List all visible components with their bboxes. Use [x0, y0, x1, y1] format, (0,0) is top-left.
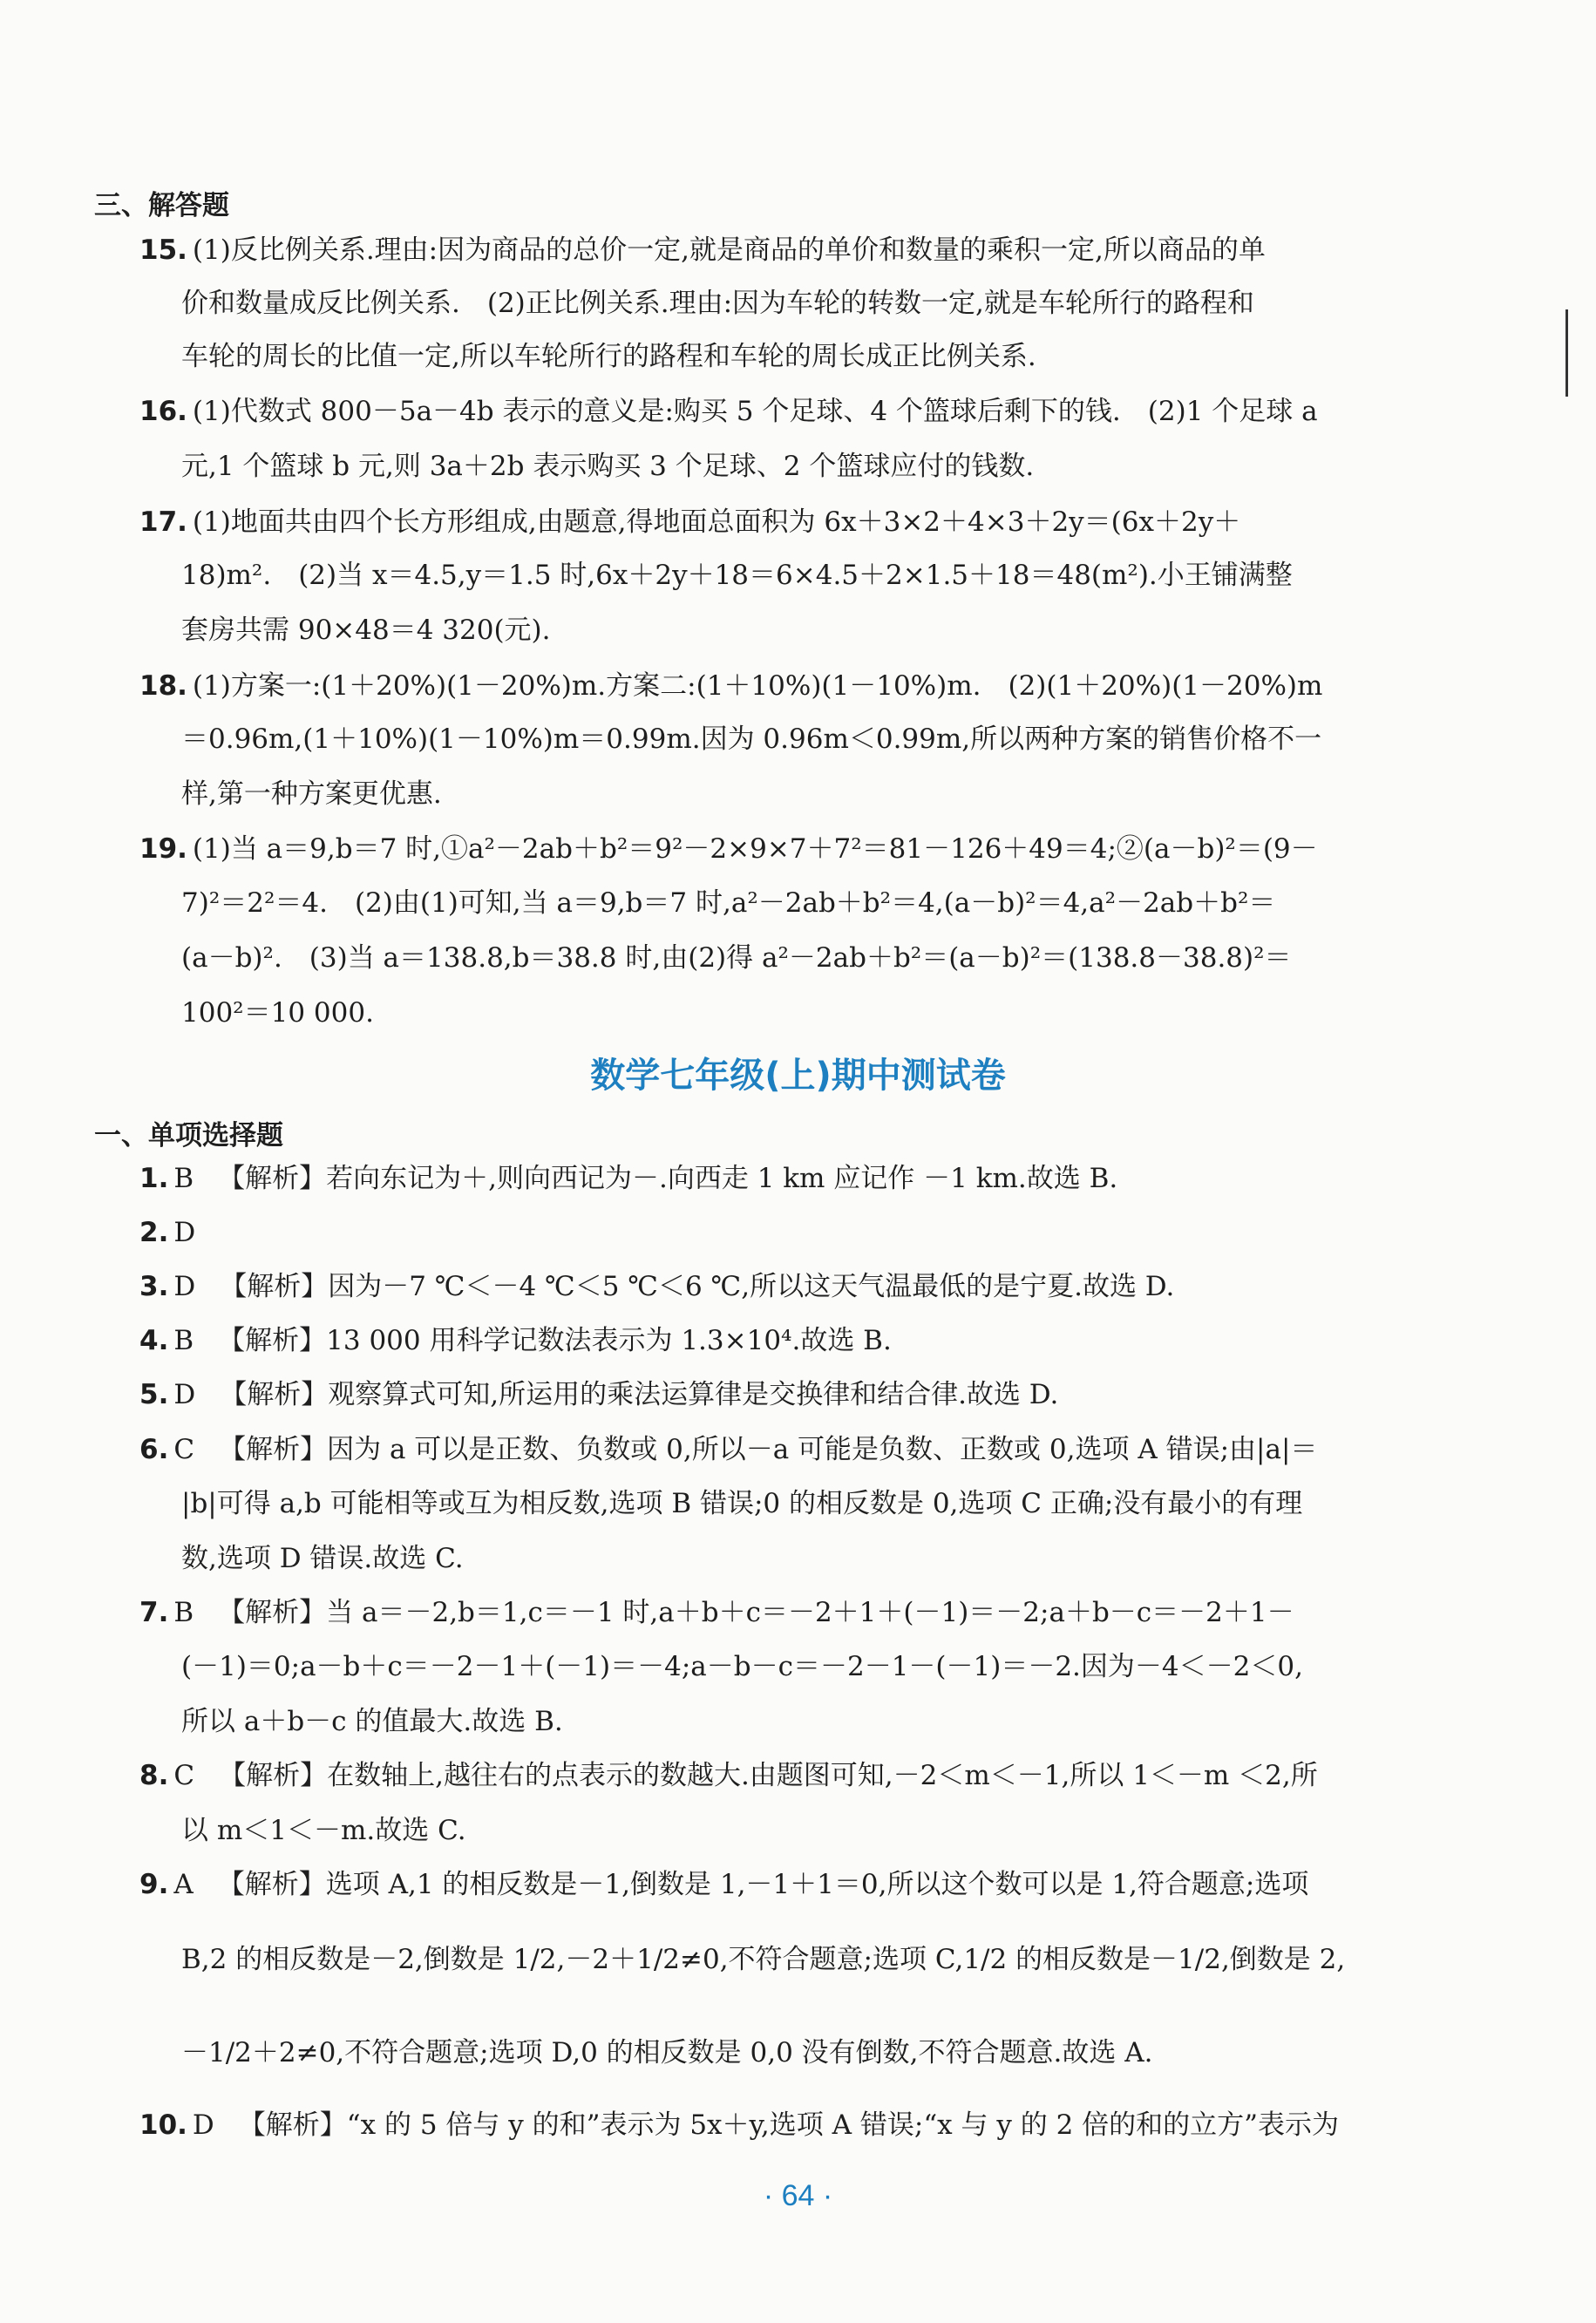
item-text: 【解析】“x 的 5 倍与 y 的和”表示为 5x＋y,选项 A 错误;“x 与 y 的 2 倍的和的立方”表示为	[238, 2109, 1339, 2141]
item-answer: D	[173, 1217, 196, 1248]
item-number: 9.	[139, 1869, 169, 1900]
item-answer: B	[173, 1163, 194, 1194]
item-number: 2.	[139, 1217, 169, 1248]
item-answer: D	[192, 2109, 214, 2141]
item-text: 【解析】因为 a 可以是正数、负数或 0,所以－a 可能是负数、正数或 0,选项 A 错误;由|a|＝	[219, 1434, 1318, 1465]
item-answer: B	[173, 1597, 194, 1628]
item-number: 8.	[139, 1760, 169, 1791]
choice-item-8-line-2: 以 m＜1＜－m.故选 C.	[181, 1815, 466, 1846]
item-text: 【解析】因为－7 ℃＜－4 ℃＜5 ℃＜6 ℃,所以这天气温最低的是宁夏.故选 D.	[220, 1271, 1175, 1302]
item-answer: B	[173, 1325, 194, 1356]
question-number: 18.	[139, 670, 187, 702]
page-number: · 64 ·	[763, 2179, 833, 2212]
choice-item-4	[139, 1323, 1395, 1358]
choice-item-8	[139, 1758, 1395, 1793]
item-number: 4.	[139, 1325, 169, 1356]
choice-item-6-line-3: 数,选项 D 错误.故选 C.	[181, 1543, 464, 1574]
choice-item-10	[139, 2108, 1395, 2143]
item-text: 【解析】13 000 用科学记数法表示为 1.3×10⁴.故选 B.	[218, 1325, 892, 1356]
choice-item-7	[139, 1595, 1395, 1630]
question-19-line-3: (a－b)². (3)当 a＝138.8,b＝38.8 时,由(2)得 a²－2ab＋b²＝(a－b)²＝(138.8－38.8)²＝	[181, 942, 1292, 974]
question-19-line-4: 100²＝10 000.	[181, 997, 374, 1029]
item-number: 3.	[139, 1271, 169, 1302]
question-16-line-1	[139, 394, 1395, 429]
item-answer: D	[173, 1271, 196, 1302]
item-text: 【解析】选项 A,1 的相反数是－1,倒数是 1,－1＋1＝0,所以这个数可以是 1,符合题意;选项	[217, 1869, 1309, 1900]
item-answer: D	[173, 1379, 196, 1410]
item-number: 6.	[139, 1434, 169, 1465]
question-18-line-3: 样,第一种方案更优惠.	[181, 778, 442, 810]
question-text: (1)代数式 800－5a－4b 表示的意义是:购买 5 个足球、4 个篮球后剩下的钱. (2)1 个足球 a	[192, 396, 1318, 427]
choice-item-3	[139, 1269, 1395, 1304]
choice-item-9-line-2: B,2 的相反数是－2,倒数是 1/2,－2＋1/2≠0,不符合题意;选项 C,1/2 的相反数是－1/2,倒数是 2,	[181, 1944, 1346, 1975]
question-number: 19.	[139, 833, 187, 865]
item-number: 1.	[139, 1163, 169, 1194]
question-16-line-2: 元,1 个篮球 b 元,则 3a＋2b 表示购买 3 个足球、2 个篮球应付的钱数.	[181, 451, 1035, 482]
choice-item-9-line-3: －1/2＋2≠0,不符合题意;选项 D,0 的相反数是 0,0 没有倒数,不符合题意.故选 A.	[181, 2037, 1153, 2068]
question-text: (1)方案一:(1＋20%)(1－20%)m.方案二:(1＋10%)(1－10%)m. (2)(1＋20%)(1－20%)m	[192, 670, 1323, 702]
item-text: 【解析】若向东记为＋,则向西记为－.向西走 1 km 应记作 －1 km.故选 B.	[218, 1163, 1118, 1194]
item-number: 10.	[139, 2109, 187, 2141]
choice-item-9	[139, 1867, 1395, 1902]
item-number: 5.	[139, 1379, 169, 1410]
question-15-line-2: 价和数量成反比例关系. (2)正比例关系.理由:因为车轮的转数一定,就是车轮所行的路程和	[181, 288, 1254, 319]
question-15-line-3: 车轮的周长的比值一定,所以车轮所行的路程和车轮的周长成正比例关系.	[181, 341, 1036, 372]
question-number: 17.	[139, 506, 187, 538]
question-15-line-1	[139, 233, 1395, 268]
question-text: (1)当 a＝9,b＝7 时,①a²－2ab＋b²＝9²－2×9×7＋7²＝81－126＋49＝4;②(a－b)²＝(9－	[192, 833, 1318, 865]
item-answer: C	[173, 1434, 195, 1465]
item-number: 7.	[139, 1597, 169, 1628]
choice-item-5	[139, 1377, 1395, 1412]
question-number: 15.	[139, 234, 187, 266]
question-17-line-1	[139, 505, 1395, 540]
item-text: 【解析】当 a＝－2,b＝1,c＝－1 时,a＋b＋c＝－2＋1＋(－1)＝－2;a＋b－c＝－2＋1－	[218, 1597, 1294, 1628]
scan-mark	[1565, 309, 1568, 397]
item-answer: C	[173, 1760, 195, 1791]
question-17-line-3: 套房共需 90×48＝4 320(元).	[181, 615, 551, 646]
section-title-answers: 三、解答题	[94, 190, 229, 221]
question-text: (1)反比例关系.理由:因为商品的总价一定,就是商品的单价和数量的乘积一定,所以商品的单	[192, 234, 1266, 266]
choice-item-6-line-2: |b|可得 a,b 可能相等或互为相反数,选项 B 错误;0 的相反数是 0,选项 C 正确;没有最小的有理	[181, 1488, 1303, 1519]
section-title-single-choice: 一、单项选择题	[94, 1120, 283, 1151]
question-18-line-1	[139, 669, 1395, 703]
item-text: 【解析】在数轴上,越往右的点表示的数越大.由题图可知,－2＜m＜－1,所以 1＜－m ＜2,所	[219, 1760, 1318, 1791]
test-title: 数学七年级(上)期中测试卷	[590, 1056, 1006, 1096]
question-19-line-1	[139, 832, 1395, 866]
question-text: (1)地面共由四个长方形组成,由题意,得地面总面积为 6x＋3×2＋4×3＋2y＝(6x＋2y＋	[192, 506, 1241, 538]
question-number: 16.	[139, 396, 187, 427]
choice-item-2	[139, 1215, 1395, 1250]
question-18-line-2: ＝0.96m,(1＋10%)(1－10%)m＝0.99m.因为 0.96m＜0.99m,所以两种方案的销售价格不一	[181, 723, 1322, 755]
choice-item-6	[139, 1432, 1395, 1467]
item-answer: A	[173, 1869, 194, 1900]
item-text: 【解析】观察算式可知,所运用的乘法运算律是交换律和结合律.故选 D.	[220, 1379, 1059, 1410]
question-17-line-2: 18)m². (2)当 x＝4.5,y＝1.5 时,6x＋2y＋18＝6×4.5＋2×1.5＋18＝48(m²).小王铺满整	[181, 560, 1293, 591]
question-19-line-2: 7)²＝2²＝4. (2)由(1)可知,当 a＝9,b＝7 时,a²－2ab＋b²＝4,(a－b)²＝4,a²－2ab＋b²＝	[181, 887, 1276, 919]
choice-item-7-line-3: 所以 a＋b－c 的值最大.故选 B.	[181, 1706, 563, 1737]
choice-item-1	[139, 1161, 1395, 1196]
choice-item-7-line-2: (－1)＝0;a－b＋c＝－2－1＋(－1)＝－4;a－b－c＝－2－1－(－1)＝－2.因为－4＜－2＜0,	[181, 1651, 1303, 1682]
